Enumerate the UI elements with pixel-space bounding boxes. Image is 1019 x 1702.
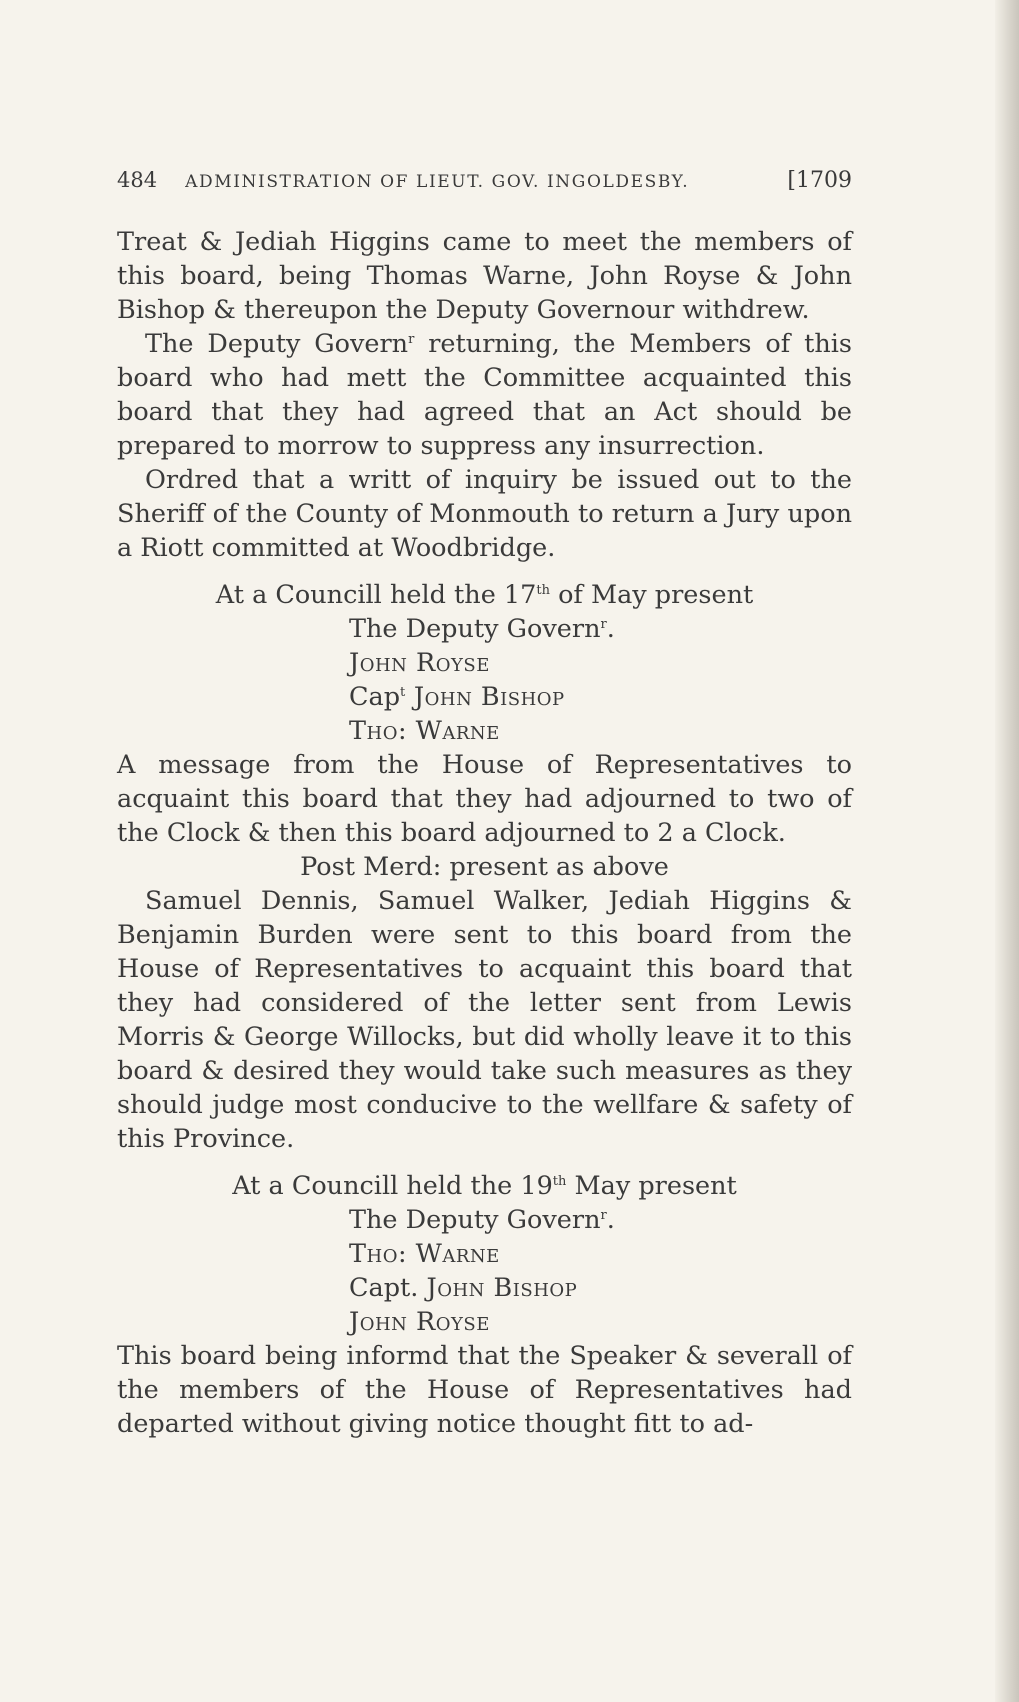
paragraph-2 [117,327,852,463]
council-2-heading [117,1169,852,1203]
post-merd-line: Post Merd: present as above [300,852,669,882]
council-1-attendee-3b: John Bishop [405,682,565,712]
council-1-heading-a: At a Councill held the 17 [215,580,537,610]
council-2-attendee [117,1203,852,1237]
running-title: ADMINISTRATION OF LIEUT. GOV. INGOLDESBY. [185,172,690,192]
header-year: [1709 [787,168,852,193]
council-1-heading-sup: th [536,583,550,598]
council-1-attendee-3sup: t [400,685,406,700]
paragraph-4: A message from the House of Representatives to acquaint this board that they had adjourned to two of the Clock & then this board adjourned to 2 a Clock. [117,750,852,848]
council-2-attendee-3a: Capt. [349,1273,427,1303]
council-1-attendee-1b: . [606,614,615,644]
council-2-attendee: John Royse [349,1307,490,1337]
running-header [117,168,852,193]
council-2-attendee-1sup: r [600,1208,607,1223]
paragraph-2-text-a: The Deputy Govern [145,329,409,359]
page-body [117,225,852,1441]
page-edge-shadow [995,0,1019,1702]
council-1-attendee: John Royse [349,648,490,678]
council-2-attendee-1b: . [606,1205,615,1235]
page-number: 484 [117,168,158,192]
council-1-attendee-1a: The Deputy Govern [349,614,601,644]
council-2-attendee: Tho: Warne [349,1239,500,1269]
paragraph-5: Samuel Dennis, Samuel Walker, Jediah Higgins & Benjamin Burden were sent to this board from the House of Representatives to acquaint this board that they had considered of the letter sent from Lewis Morris & George Willocks, but did wholly leave it to this board & desired they would take such measures as they should judge most conducive to the wellfare & safety of this Province. [117,886,852,1154]
council-2-heading-sup: th [552,1174,567,1189]
paragraph-3: Ordred that a writt of inquiry be issued out to the Sheriff of the County of Monmouth to return a Jury upon a Riott committed at Woodbridge. [117,465,852,563]
council-1-attendee: Tho: Warne [349,716,500,746]
paragraph-2-text-b: returning, the Members of this board who had mett the Committee acquainted this board that they had agreed that an Act should be prepared to morrow to suppress any insurrection. [117,329,852,461]
council-2-heading-a: At a Councill held the 19 [232,1171,553,1201]
council-1-attendee [117,680,852,714]
council-1-attendee-3a: Cap [349,682,401,712]
council-1-attendee [117,612,852,646]
council-2-attendee-1a: The Deputy Govern [349,1205,601,1235]
paragraph-1: Treat & Jediah Higgins came to meet the members of this board, being Thomas Warne, John Royse & John Bishop & thereupon the Deputy Governour withdrew. [117,227,852,325]
paragraph-2-sup: r [408,332,415,347]
council-1-attendee-1sup: r [600,617,607,632]
council-2-attendee-3b: John Bishop [426,1273,578,1303]
council-2-heading-b: May present [566,1171,737,1201]
council-1-heading-b: of May present [549,580,754,610]
council-2-attendee [117,1271,852,1305]
paragraph-6: This board being informd that the Speaker & severall of the members of the House of Representatives had departed without giving notice thought fitt to ad- [117,1341,852,1439]
council-1-heading [117,578,852,612]
